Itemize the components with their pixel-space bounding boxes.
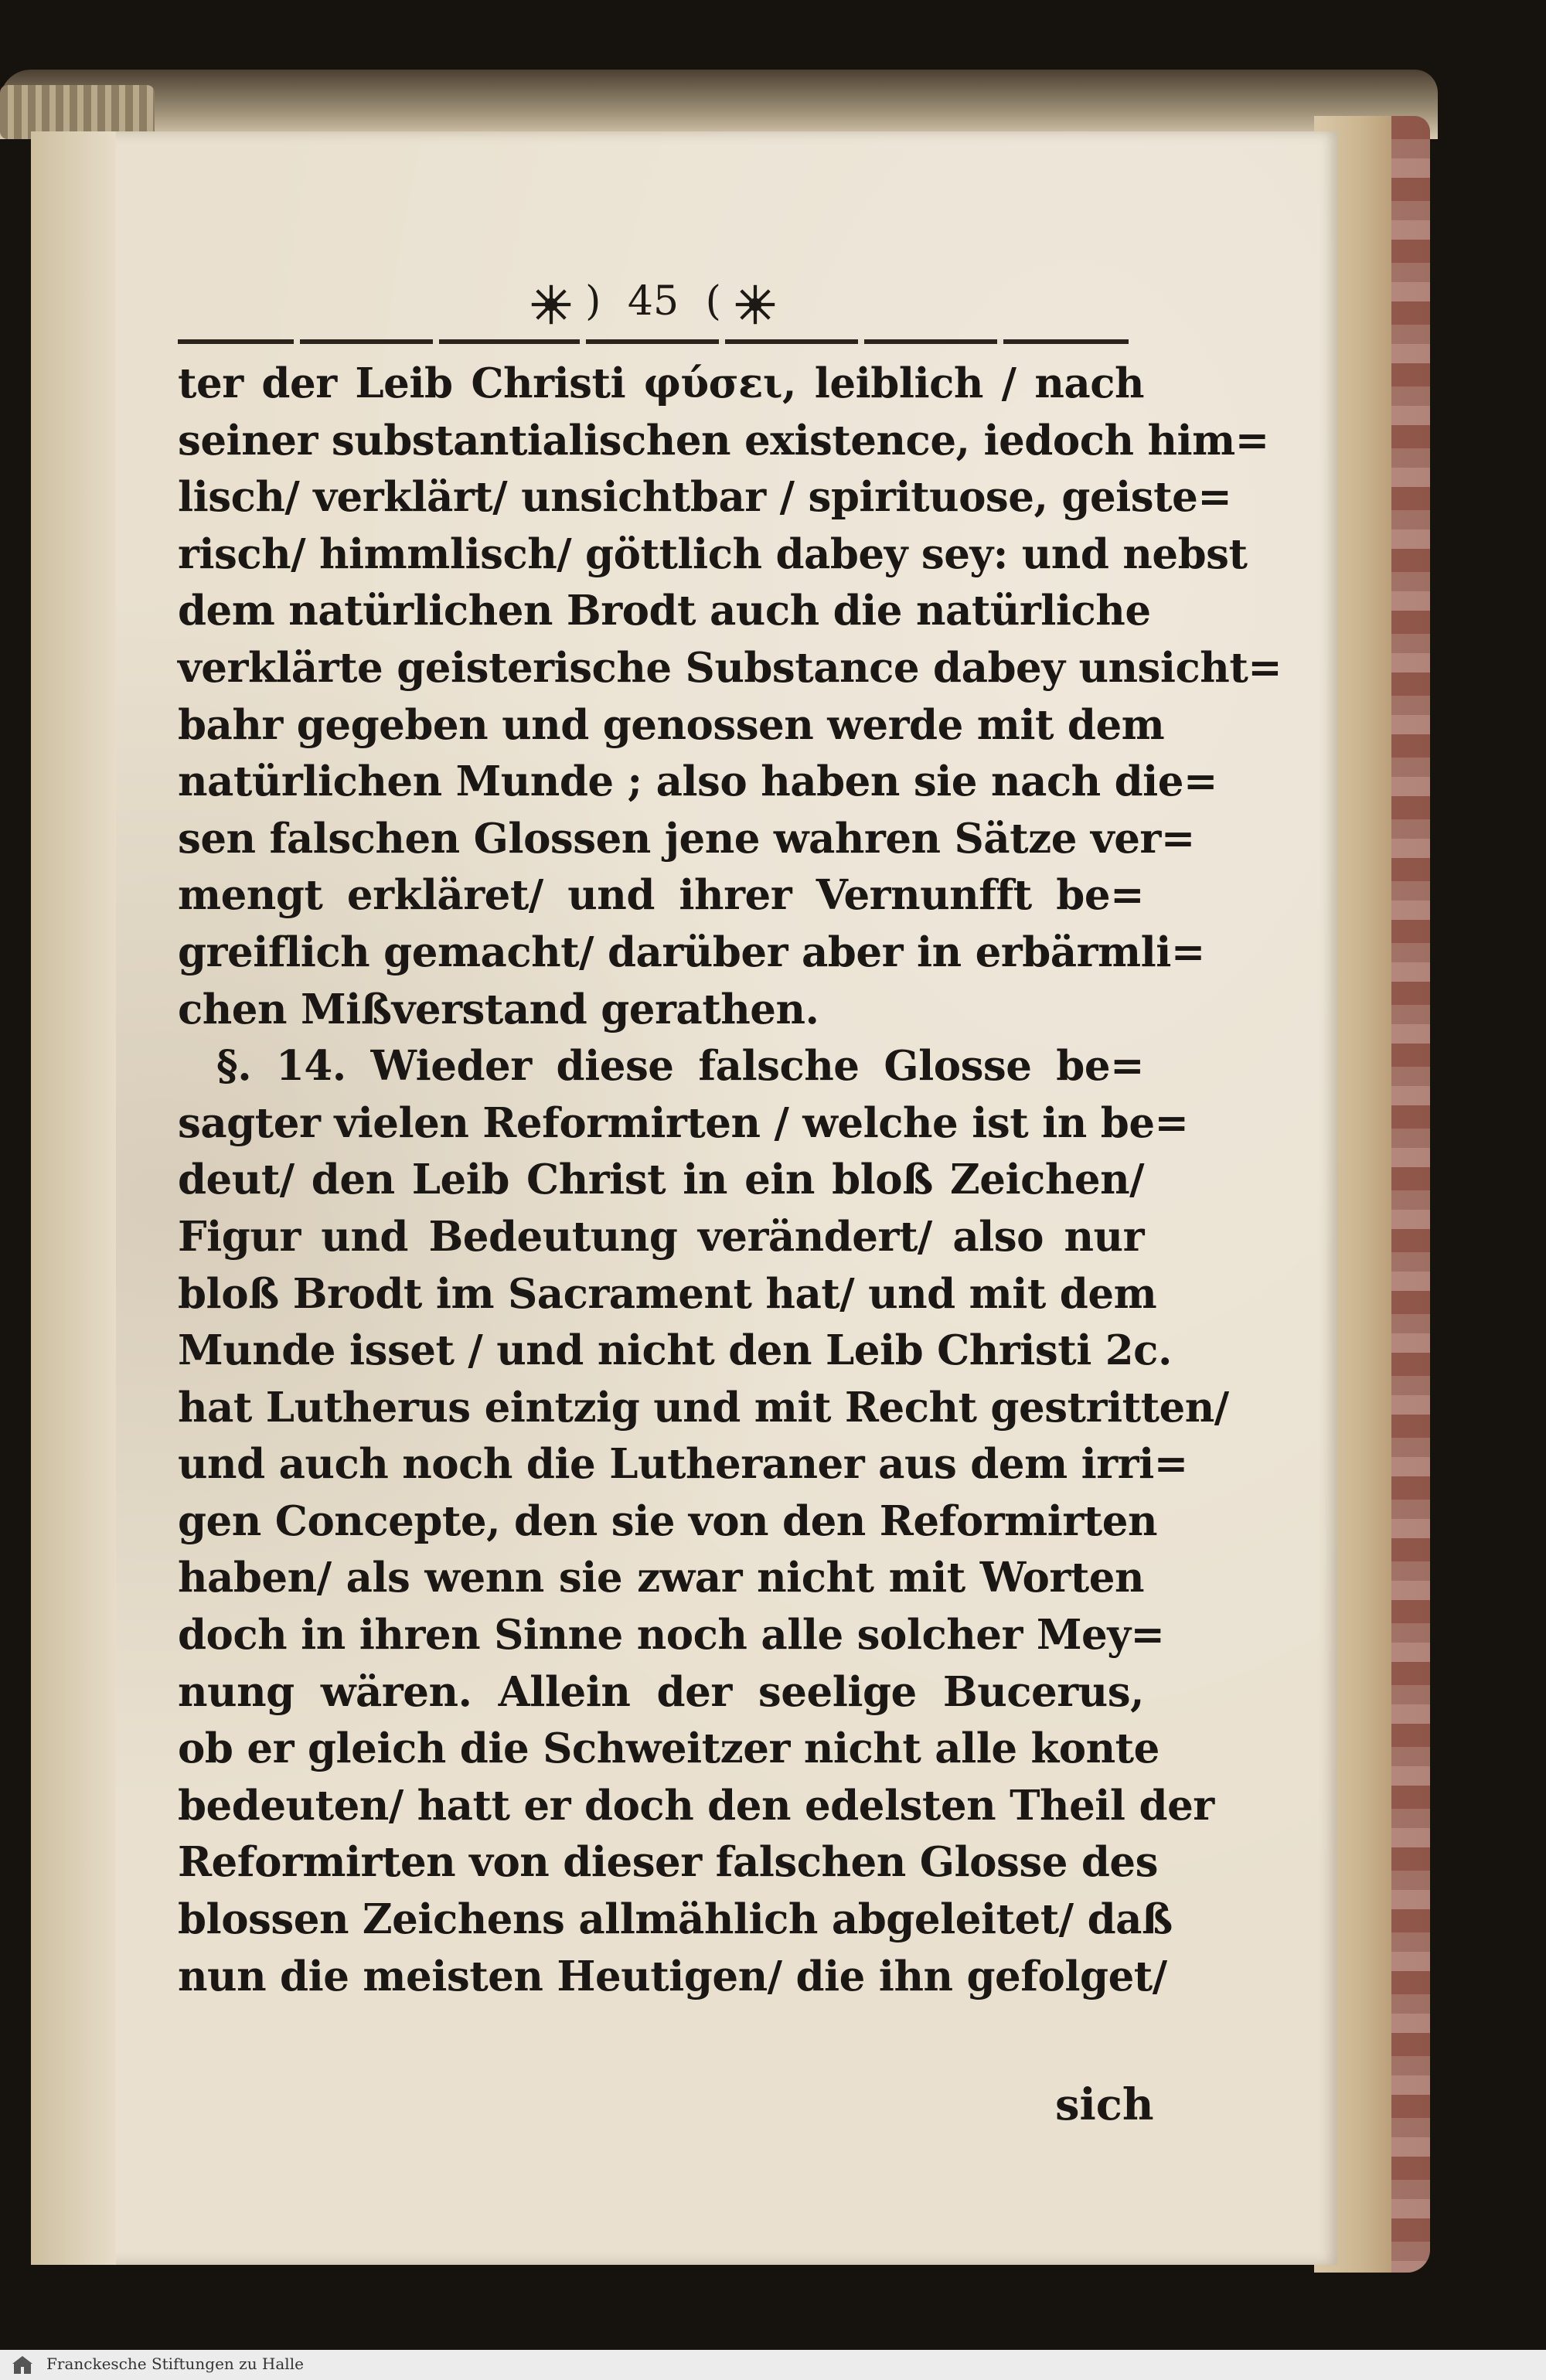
section-heading-line: §. 14. Wieder diese falsche Glosse be= [216, 1042, 1144, 1091]
catchword: sich [1055, 2079, 1154, 2130]
text-line: hat Lutherus eintzig und mit Recht gestritten/ [178, 1383, 1229, 1432]
running-head: ) 45 ( [178, 278, 1129, 332]
institution-name: Franckesche Stiftungen zu Halle [46, 2354, 304, 2373]
text-line: nun die meisten Heutigen/ die ihn gefolget/ [178, 1952, 1167, 2000]
text-line: und auch noch die Lutheraner aus dem irri= [178, 1440, 1188, 1489]
text-line: nung wären. Allein der seelige Bucerus, [178, 1667, 1144, 1716]
page-gutter [31, 131, 116, 2265]
text-line: blossen Zeichens allmählich abgeleitet/ daß [178, 1895, 1173, 1944]
ornament-right-icon [734, 283, 777, 326]
text-line: mengt erkläret/ und ihrer Vernunfft be= [178, 871, 1144, 920]
text-line: bahr gegeben und genossen werde mit dem [178, 700, 1165, 749]
text-line: doch in ihren Sinne noch alle solcher Mey= [178, 1611, 1165, 1660]
text-line: ter der Leib Christi φύσει, leiblich / nach [178, 359, 1144, 407]
text-line: Munde isset / und nicht den Leib Christi 2c. [178, 1326, 1172, 1375]
text-line: deut/ den Leib Christ in ein bloß Zeichen/ [178, 1156, 1144, 1204]
text-line: Figur und Bedeutung verändert/ also nur [178, 1212, 1144, 1261]
text-line: chen Mißverstand gerathen. [178, 985, 819, 1033]
text-line: seiner substantialischen existence, iedoch him= [178, 416, 1269, 465]
text-line: bloß Brodt im Sacrament hat/ und mit dem [178, 1269, 1157, 1318]
body-text [178, 356, 1282, 2005]
institution-logo-icon [11, 2354, 34, 2377]
text-line: risch/ himmlisch/ göttlich dabey sey: und nebst [178, 529, 1248, 578]
text-line: dem natürlichen Brodt auch die natürliche [178, 587, 1151, 635]
text-line: ob er gleich die Schweitzer nicht alle konte [178, 1725, 1160, 1773]
footer-bar [0, 2350, 1546, 2380]
text-line: greiflich gemacht/ darüber aber in erbärmli= [178, 928, 1205, 976]
text-line: Reformirten von dieser falschen Glosse des [178, 1838, 1158, 1887]
text-line: lisch/ verklärt/ unsichtbar / spirituose, geiste= [178, 473, 1232, 522]
text-line: haben/ als wenn sie zwar nicht mit Worten [178, 1554, 1144, 1602]
text-line: verklärte geisterische Substance dabey unsicht= [178, 643, 1282, 692]
head-rule [178, 337, 1129, 346]
ornament-left-icon [530, 283, 573, 326]
page-number: 45 [627, 278, 679, 325]
text-line: natürlichen Munde ; also haben sie nach die= [178, 758, 1217, 806]
text-line: bedeuten/ hatt er doch den edelsten Theil der [178, 1781, 1214, 1830]
text-line: sagter vielen Reformirten / welche ist in be= [178, 1098, 1189, 1147]
book-cover-top [0, 70, 1438, 139]
text-line: sen falschen Glossen jene wahren Sätze ver= [178, 814, 1195, 863]
text-line: gen Concepte, den sie von den Reformirten [178, 1496, 1158, 1545]
